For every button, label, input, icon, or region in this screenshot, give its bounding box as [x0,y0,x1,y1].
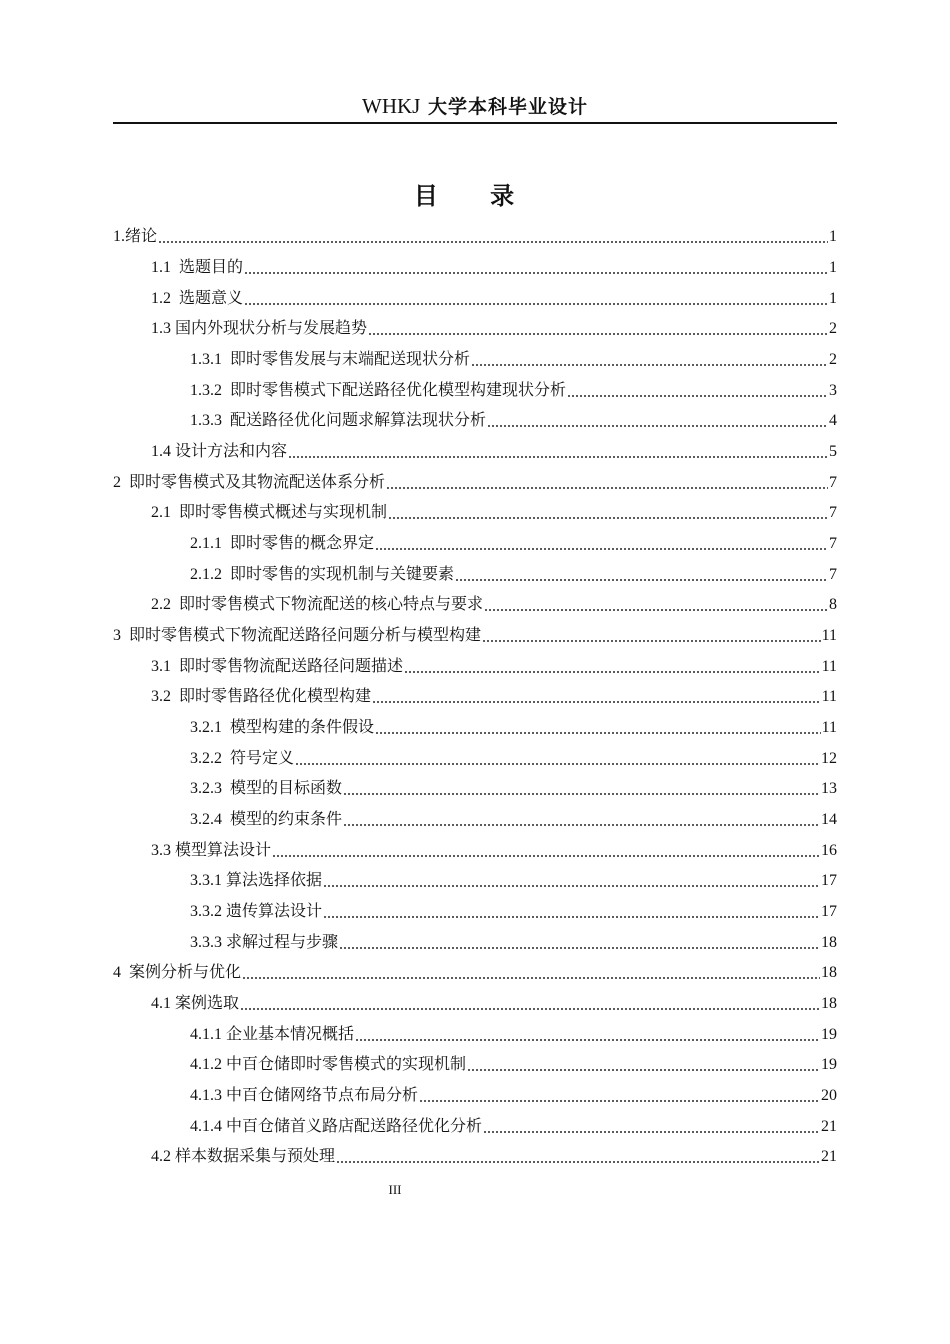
toc-dot-leader [158,240,828,244]
toc-entry[interactable] [113,866,837,897]
toc-dot-leader [404,670,821,674]
toc-entry-title: 1.3.3 配送路径优化问题求解算法现状分析 [190,412,487,430]
toc-entry[interactable] [113,927,837,958]
toc-dot-leader [242,976,820,980]
toc-entry-page: 4 [829,412,837,430]
toc-entry[interactable] [113,682,837,713]
toc-entry[interactable] [113,835,837,866]
toc-entry-title: 1.绪论 [113,228,158,246]
toc-entry[interactable] [113,1111,837,1142]
toc-entry[interactable] [113,498,837,529]
toc-entry[interactable] [113,897,837,928]
toc-entry-page: 19 [821,1056,837,1074]
toc-entry-title: 1.3.2 即时零售模式下配送路径优化模型构建现状分析 [190,381,567,399]
toc-dot-leader [272,854,820,858]
toc-dot-leader [375,731,821,735]
toc-entry-title: 2 即时零售模式及其物流配送体系分析 [113,473,386,491]
toc-dot-leader [355,1038,820,1042]
toc-entry-page: 3 [829,381,837,399]
header-latin: WHKJ [362,94,421,118]
toc-entry[interactable] [113,743,837,774]
toc-entry[interactable] [113,1142,837,1173]
toc-entry-page: 17 [821,903,837,921]
toc-entry[interactable] [113,314,837,345]
toc-entry-title: 3.2.1 模型构建的条件假设 [190,719,375,737]
toc-dot-leader [375,547,828,551]
toc-entry-page: 7 [829,565,837,583]
toc-entry-title: 4.1.3 中百仓储网络节点布局分析 [190,1087,419,1105]
toc-entry-title: 1.1 选题目的 [151,259,244,276]
toc-dot-leader [388,516,828,520]
toc-entry[interactable] [113,651,837,682]
toc-entry[interactable] [113,437,837,468]
toc-dot-leader [323,884,820,888]
toc-entry[interactable] [113,406,837,437]
toc-entry-page: 2 [829,351,837,369]
toc-entry-title: 4.1.4 中百仓储首义路店配送路径优化分析 [190,1117,483,1135]
toc-entry[interactable] [113,713,837,744]
toc-entry-title: 4.2 样本数据采集与预处理 [151,1148,336,1166]
toc-dot-leader [386,486,828,490]
toc-dot-leader [295,762,820,766]
toc-dot-leader [455,578,828,582]
toc-dot-leader [372,700,821,704]
toc-entry-page: 1 [829,228,837,246]
toc-entry-page: 17 [821,872,837,890]
toc-entry-page: 18 [821,995,837,1013]
toc-dot-leader [343,823,820,827]
toc-entry-page: 18 [821,964,837,982]
toc-dot-leader [288,455,828,459]
toc-dot-leader [471,363,828,367]
toc-entry[interactable] [113,1081,837,1112]
toc-entry-title: 3 即时零售模式下物流配送路径问题分析与模型构建 [113,627,482,645]
toc-entry[interactable] [113,621,837,652]
toc-entry-title: 3.2.4 模型的约束条件 [190,811,343,829]
toc-entry-page: 5 [829,443,837,461]
toc-entry-page: 20 [821,1087,837,1105]
toc-entry-title: 4 案例分析与优化 [113,964,242,982]
toc-dot-leader [240,1007,820,1011]
toc-entry-page: 11 [821,719,837,737]
toc-entry-title: 3.1 即时零售物流配送路径问题描述 [151,657,404,675]
toc-entry-title: 1.3.1 即时零售发展与末端配送现状分析 [190,351,471,369]
toc-entry-page: 18 [821,933,837,951]
toc-entry-page: 11 [821,688,837,706]
toc-entry-title: 3.3.1 算法选择依据 [190,872,323,890]
toc-entry-page: 8 [829,596,837,614]
page-number: III [388,1182,402,1197]
toc-entry-page: 2 [829,320,837,338]
toc-entry[interactable] [113,375,837,406]
toc-entry-title: 2.1 即时零售模式概述与实现机制 [151,504,388,522]
page-header [113,90,837,124]
toc-entry-page: 16 [821,841,837,859]
toc-dot-leader [419,1099,820,1103]
toc-entry-title: 3.2 即时零售路径优化模型构建 [151,688,372,706]
toc-entry-title: 4.1.1 企业基本情况概括 [190,1025,355,1043]
header-cjk: 大学本科毕业设计 [427,96,588,118]
toc-dot-leader [323,915,820,919]
toc-dot-leader [336,1160,820,1164]
toc-entry-page: 7 [829,535,837,553]
toc-entry-title: 4.1.2 中百仓储即时零售模式的实现机制 [190,1056,467,1074]
toc-dot-leader [467,1068,820,1072]
toc-dot-leader [483,1130,820,1134]
toc-dot-leader [368,332,828,336]
toc-entry-title: 2.2 即时零售模式下物流配送的核心特点与要求 [151,596,484,614]
toc-entry-page: 12 [821,749,837,767]
toc-entry-page: 11 [821,657,837,675]
toc-entry[interactable] [113,958,837,989]
toc-entry-page: 21 [821,1148,837,1166]
toc-entry-title: 2.1.1 即时零售的概念界定 [190,535,375,553]
toc-entry[interactable] [113,805,837,836]
toc-entry-page: 13 [821,780,837,798]
toc-entry-page: 7 [829,504,837,522]
toc-entry[interactable] [113,989,837,1020]
toc-dot-leader [339,946,820,950]
toc-entry[interactable] [113,283,837,314]
toc-dot-leader [244,271,828,275]
header-title [362,90,588,123]
toc-entry-title: 4.1 案例选取 [151,995,240,1013]
toc-entry[interactable] [113,253,837,284]
toc-entry[interactable] [113,345,837,376]
toc-entry-title: 1.3 国内外现状分析与发展趋势 [151,320,368,338]
toc-entry[interactable] [113,1019,837,1050]
toc-entry-page: 11 [821,627,837,645]
toc-entry-page: 1 [829,289,837,307]
toc-entry[interactable] [113,1050,837,1081]
toc-entry-title: 1.2 选题意义 [151,289,244,307]
toc-entry-title: 3.3.2 遗传算法设计 [190,903,323,921]
toc-entry[interactable] [113,590,837,621]
toc-dot-leader [343,792,820,796]
toc-entry-page: 21 [821,1117,837,1135]
toc-entry[interactable] [113,559,837,590]
toc-entry-title: 3.3.3 求解过程与步骤 [190,933,339,951]
toc-entry-title: 2.1.2 即时零售的实现机制与关键要素 [190,565,455,583]
toc-entry-title: 3.2.3 模型的目标函数 [190,780,343,798]
toc-entry-title: 1.4 设计方法和内容 [151,443,288,461]
toc-entry[interactable] [113,529,837,560]
toc-entry-page: 19 [821,1025,837,1043]
toc-entry[interactable] [113,222,837,253]
toc-entry-title: 3.2.2 符号定义 [190,749,295,767]
toc-entry-page: 14 [821,811,837,829]
toc-entry-title: 3.3 模型算法设计 [151,841,272,859]
toc-dot-leader [484,608,828,612]
toc-dot-leader [487,424,828,428]
toc-entry[interactable] [113,467,837,498]
toc-entry-page: 7 [829,473,837,491]
toc-dot-leader [244,302,828,306]
toc-dot-leader [482,639,821,643]
toc-entry-page: 1 [829,259,837,276]
toc-title: 目 录 [413,182,537,210]
toc-dot-leader [567,394,828,398]
toc-entry[interactable] [113,774,837,805]
table-of-contents [113,222,837,1173]
